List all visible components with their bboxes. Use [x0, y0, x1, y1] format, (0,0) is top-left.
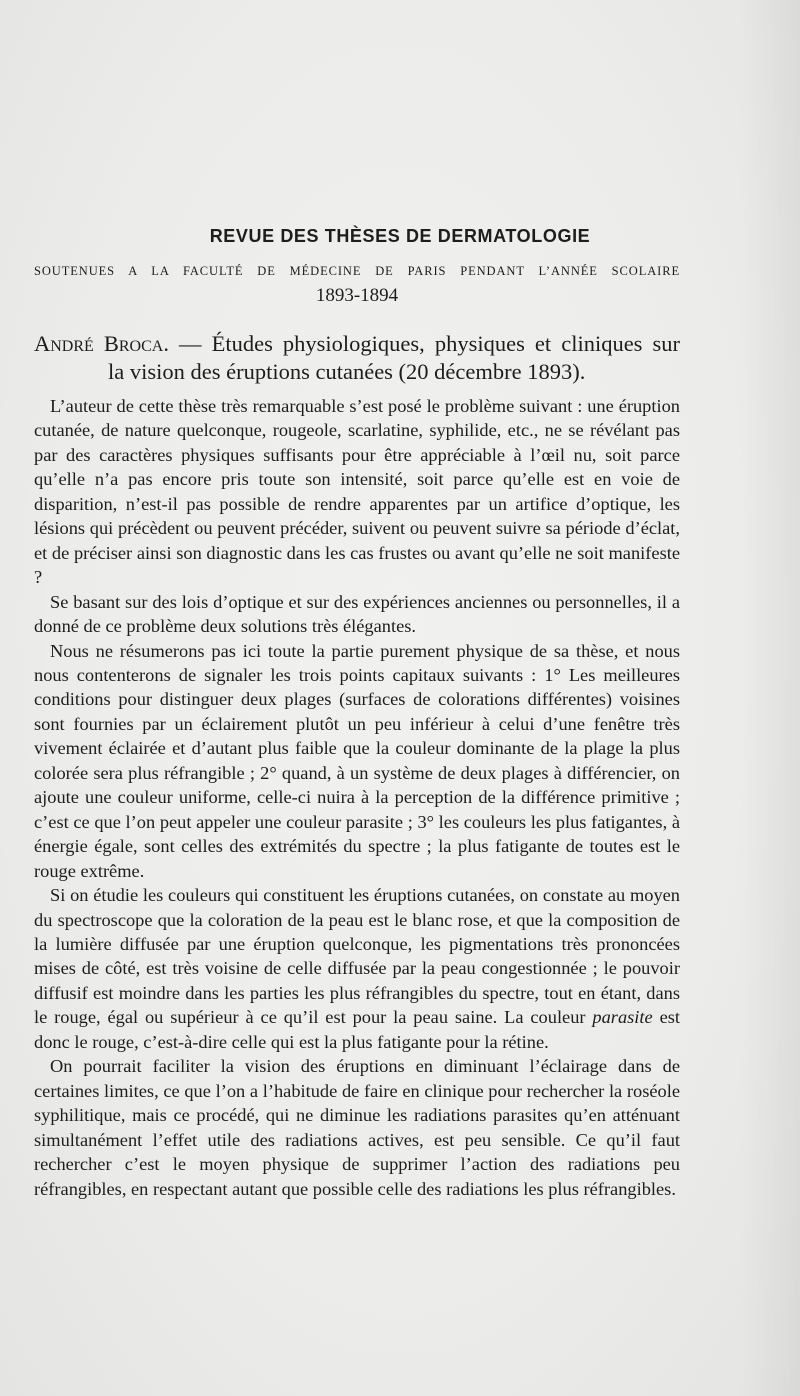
paragraph-4-text-b: est donc le rouge, c’est-à-dire celle qui est la plus fatigante pour la rétine. [34, 1007, 680, 1052]
paragraph-2: Se basant sur des lois d’optique et sur des expériences anciennes ou personnelles, il a donné de ce problème deux solutions très élégantes. [34, 591, 680, 637]
thesis-title-part-1: — Études physiologiques, physiques et cliniques sur [168, 331, 681, 356]
section-subtitle: SOUTENUES A LA FACULTÉ DE MÉDECINE DE PARIS PENDANT L’ANNÉE SCOLAIRE [34, 264, 680, 278]
review-body [34, 394, 680, 1201]
journal-section-title: REVUE DES THÈSES DE DERMATOLOGIE [209, 226, 591, 246]
thesis-author: André Broca. [34, 331, 169, 356]
thesis-entry-heading [34, 330, 680, 386]
paragraph-4-text-a: Si on étudie les couleurs qui constituent les éruptions cutanées, on constate au moyen du spectroscope que la coloration de la peau est le blanc rose, et que la composition de la lumière diffusée par une éruption quelconque, les pigmentations très prononcées mises de côté, est très voisine de celle diffusée par la peau congestionnée ; le pouvoir diffusif est moindre dans les parties les plus réfrangibles du spectre, tout en étant, dans le rouge, égal ou supérieur à ce qu’il est pour la peau saine. La couleur [34, 885, 680, 1028]
paragraph-4 [34, 883, 680, 1054]
thesis-heading-line-1 [34, 330, 680, 358]
academic-year: 1893-1894 [315, 285, 399, 306]
paragraph-1: L’auteur de cette thèse très remarquable s’est posé le problème suivant : une éruption cutanée, de nature quelconque, rougeole, scarlatine, syphilide, etc., ne se révélant pas par des caractères physiques suffisants pour être appréciable à l’œil nu, soit parce qu’elle n’a pas encore pris toute son intensité, soit parce qu’elle est en voie de disparition, n’est-il pas possible de rendre apparentes par un artifice d’optique, les lésions qui précèdent ou peuvent précéder, suivent ou peuvent suivre sa période d’éclat, et de préciser ainsi son diagnostic dans les cas frustes ou avant qu’elle ne soit manifeste ? [34, 396, 680, 588]
italic-term-parasite: parasite [592, 1007, 653, 1028]
paragraph-5: On pourrait faciliter la vision des éruptions en diminuant l’éclairage dans de certaines limites, ce que l’on a l’habitude de faire en clinique pour rechercher la roséole syphilitique, mais ce procédé, qui ne diminue les radiations parasites qu’en atténuant simultanément l’effet utile des radiations actives, est peu sensible. Ce qu’il faut rechercher c’est le moyen physique de supprimer l’action des radiations peu réfrangibles, en respectant autant que possible celle des radiations les plus réfrangibles. [34, 1056, 680, 1199]
paragraph-3: Nous ne résumerons pas ici toute la partie purement physique de sa thèse, et nous nous contenterons de signaler les trois points capitaux suivants : 1° Les meilleures conditions pour distinguer deux plages (surfaces de colorations différentes) voisines sont fournies par un éclairement plutôt un peu inférieur à celui d’une fenêtre très vivement éclairée et d’autant plus faible que la couleur dominante de la plage la plus colorée sera plus réfrangible ; 2° quand, à un système de deux plages à différencier, on ajoute une couleur uniforme, celle-ci nuira à la perception de la différence primitive ; c’est ce que l’on peut appeler une couleur parasite ; 3° les couleurs les plus fatigantes, à énergie égale, sont celles des extrémités du spectre ; la plus fatigante de toutes est le rouge extrême. [34, 640, 680, 881]
page-edge-shadow [740, 0, 800, 1396]
thesis-title-part-2: la vision des éruptions cutanées (20 décembre 1893). [108, 359, 586, 384]
